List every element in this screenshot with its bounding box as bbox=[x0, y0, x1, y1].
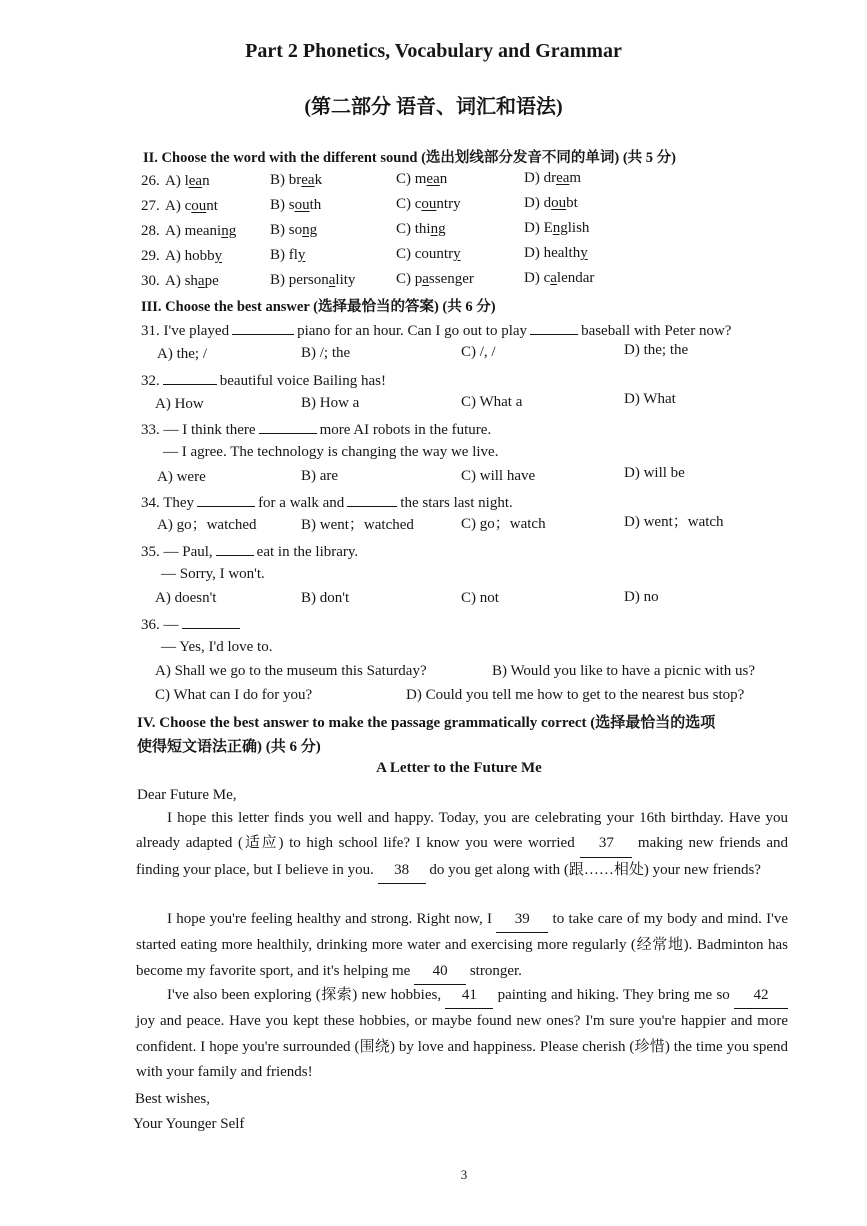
option-c: C) go；watch bbox=[461, 516, 546, 532]
question-33: 33. — I think there more AI robots in the future. bbox=[141, 419, 491, 439]
option-a: A) count bbox=[165, 198, 218, 214]
option-b: B) How a bbox=[301, 395, 360, 411]
option-b: B) Would you like to have a picnic with us? bbox=[492, 663, 756, 679]
option-a: A) lean bbox=[165, 173, 210, 189]
option-a: A) were bbox=[157, 469, 206, 485]
option-a: A) the; / bbox=[157, 346, 207, 362]
option-c: C) /, / bbox=[461, 344, 496, 360]
numbered-blank: 40 bbox=[414, 959, 466, 985]
option-b: B) personality bbox=[270, 272, 356, 288]
option-d: D) will be bbox=[624, 465, 685, 481]
question-number: 26. bbox=[141, 173, 160, 189]
option-c: C) not bbox=[461, 590, 499, 606]
letter-paragraph-2: I hope you're feeling healthy and strong. Right now, I 39 to take care of my body and mind. I've started eating more healthily, drinking more water and exercising more regularly (经常地). Badminton has become my favorite sport, and it's helping me 40 stronger. bbox=[136, 907, 788, 985]
part-subtitle: (第二部分 语音、词汇和语法) bbox=[304, 96, 563, 118]
option-d: D) Could you tell me how to get to the nearest bus stop? bbox=[406, 687, 745, 703]
question-number: 30. bbox=[141, 273, 160, 289]
option-d: D) healthy bbox=[524, 245, 588, 261]
answer-blank bbox=[347, 492, 397, 507]
question-32: 32. beautiful voice Bailing has! bbox=[141, 370, 386, 390]
option-b: B) are bbox=[301, 468, 339, 484]
page-number: 3 bbox=[460, 1167, 468, 1182]
section-2-heading: II. Choose the word with the different sound (选出划线部分发音不同的单词) (共 5 分) bbox=[143, 150, 677, 166]
question-33-reply: — I agree. The technology is changing the way we live. bbox=[163, 444, 499, 460]
letter-signature: Your Younger Self bbox=[133, 1116, 245, 1132]
option-b: B) song bbox=[270, 222, 318, 238]
part-title: Part 2 Phonetics, Vocabulary and Grammar bbox=[245, 40, 622, 62]
answer-blank bbox=[232, 320, 294, 335]
letter-closing: Best wishes, bbox=[135, 1091, 210, 1107]
option-a: A) How bbox=[155, 396, 204, 412]
option-a: A) hobby bbox=[165, 248, 223, 264]
answer-blank bbox=[216, 541, 254, 556]
section-4-heading-line2: 使得短文语法正确) (共 6 分) bbox=[137, 739, 321, 755]
option-a: A) go；watched bbox=[157, 517, 257, 533]
letter-greeting: Dear Future Me, bbox=[137, 787, 237, 803]
option-b: B) don't bbox=[301, 590, 350, 606]
question-35-reply: — Sorry, I won't. bbox=[161, 566, 265, 582]
option-c: C) country bbox=[396, 196, 461, 212]
option-a: A) meaning bbox=[165, 223, 237, 239]
section-4-heading: IV. Choose the best answer to make the passage grammatically correct (选择最恰当的选项 bbox=[137, 715, 716, 731]
option-d: D) the; the bbox=[624, 342, 689, 358]
question-number: 27. bbox=[141, 198, 160, 214]
question-number: 29. bbox=[141, 248, 160, 264]
section-3-heading: III. Choose the best answer (选择最恰当的答案) (共 6 分) bbox=[141, 299, 496, 315]
option-d: D) calendar bbox=[524, 270, 595, 286]
answer-blank bbox=[259, 419, 317, 434]
question-34: 34. They for a walk and the stars last night. bbox=[141, 492, 513, 512]
option-d: D) went；watch bbox=[624, 514, 724, 530]
option-c: C) What can I do for you? bbox=[155, 687, 313, 703]
option-b: B) /; the bbox=[301, 345, 351, 361]
numbered-blank: 39 bbox=[496, 907, 548, 933]
option-c: C) will have bbox=[461, 468, 536, 484]
numbered-blank: 38 bbox=[378, 858, 426, 884]
option-c: C) What a bbox=[461, 394, 523, 410]
option-a: A) Shall we go to the museum this Saturday? bbox=[155, 663, 427, 679]
option-d: D) English bbox=[524, 220, 590, 236]
option-c: C) thing bbox=[396, 221, 446, 237]
question-35: 35. — Paul, eat in the library. bbox=[141, 541, 358, 561]
letter-paragraph-3: I've also been exploring (探索) new hobbies, 41 painting and hiking. They bring me so 42 joy and peace. Have you kept these hobbies, or maybe found new ones? I'm sure you're happier and more confident. I hope you're surrounded (围绕) by love and happiness. Please cherish (珍惜) the time you spend with your family and friends! bbox=[136, 983, 788, 1085]
option-b: B) break bbox=[270, 172, 323, 188]
letter-paragraph-1: I hope this letter finds you well and happy. Today, you are celebrating your 16th birthday. Have you already adapted (适应) to high school life? I know you were worried 37 making new friends and finding your place, but I believe in you. 38 do you get along with (跟……相处) your new friends? bbox=[136, 806, 788, 884]
question-36: 36. — bbox=[141, 614, 243, 634]
option-d: D) dream bbox=[524, 170, 582, 186]
question-36-reply: — Yes, I'd love to. bbox=[161, 639, 273, 655]
letter-title: A Letter to the Future Me bbox=[376, 760, 542, 776]
option-c: C) mean bbox=[396, 171, 448, 187]
option-b: B) went；watched bbox=[301, 517, 414, 533]
question-31: 31. I've played piano for an hour. Can I go out to play baseball with Peter now? bbox=[141, 320, 731, 340]
option-d: D) no bbox=[624, 589, 659, 605]
numbered-blank: 41 bbox=[445, 983, 493, 1009]
option-c: C) country bbox=[396, 246, 461, 262]
numbered-blank: 37 bbox=[580, 831, 632, 857]
option-d: D) What bbox=[624, 391, 676, 407]
answer-blank bbox=[182, 614, 240, 629]
option-a: A) shape bbox=[165, 273, 219, 289]
answer-blank bbox=[530, 320, 578, 335]
question-number: 28. bbox=[141, 223, 160, 239]
option-d: D) doubt bbox=[524, 195, 578, 211]
option-a: A) doesn't bbox=[155, 590, 217, 606]
numbered-blank: 42 bbox=[734, 983, 788, 1009]
answer-blank bbox=[163, 370, 217, 385]
option-b: B) fly bbox=[270, 247, 306, 263]
option-c: C) passenger bbox=[396, 271, 474, 287]
answer-blank bbox=[197, 492, 255, 507]
option-b: B) south bbox=[270, 197, 322, 213]
